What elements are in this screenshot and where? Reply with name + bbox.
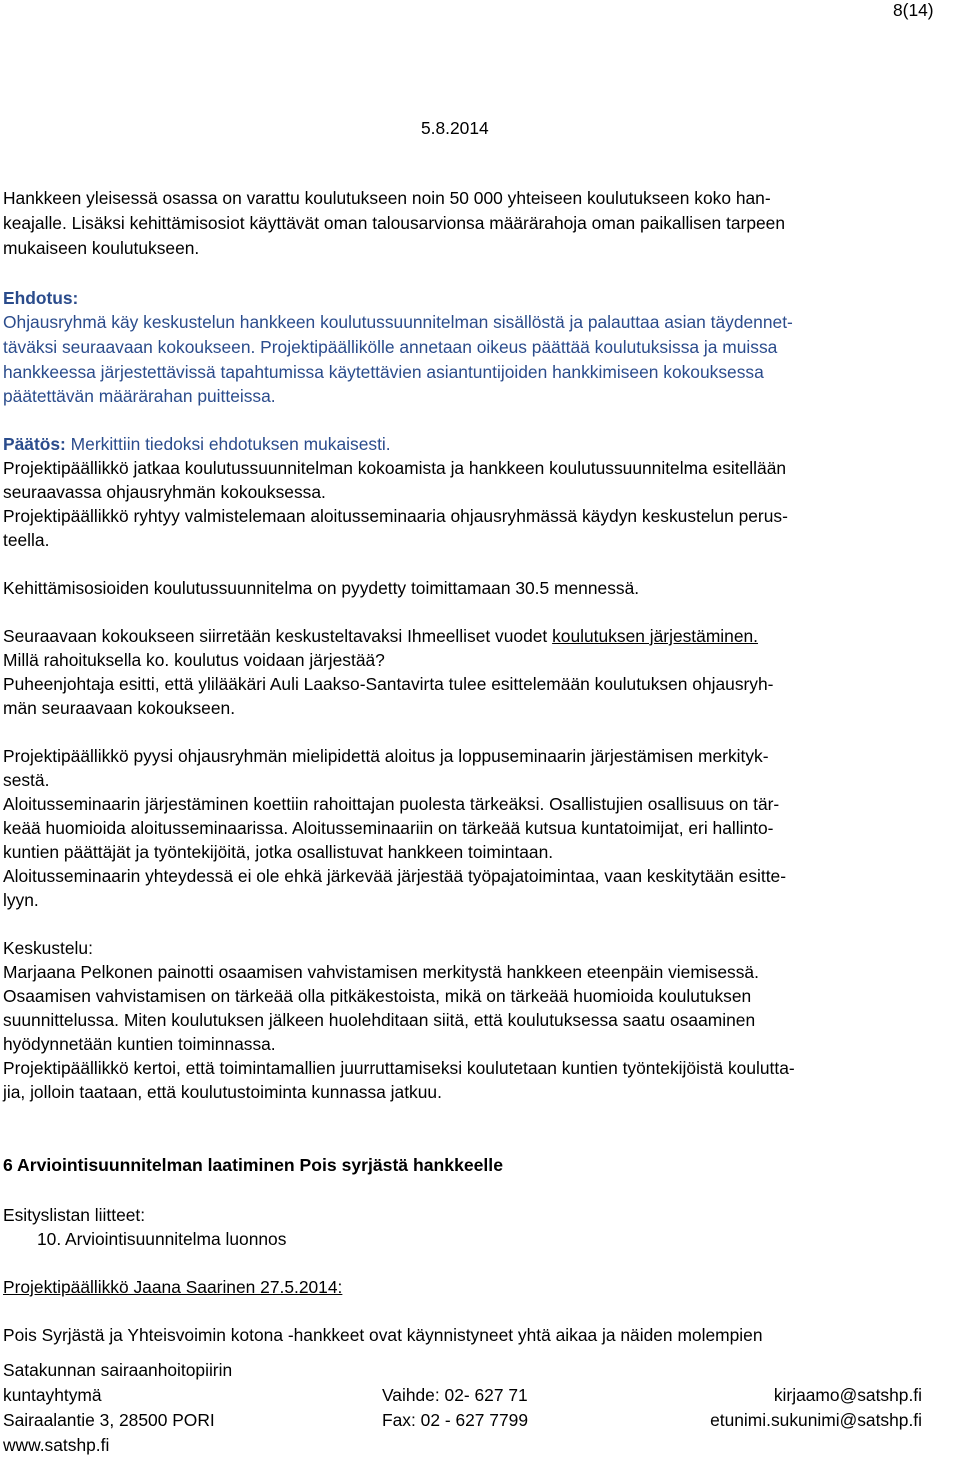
intro-line-1: Hankkeen yleisessä osassa on varattu koulutukseen noin 50 000 yhteiseen koulutukseen koko han- [3,188,771,208]
discussion-line-1: Marjaana Pelkonen painotti osaamisen vahvistamisen merkitystä hankkeen eteenpäin viemisessä. [3,962,759,982]
body-line-p2: sestä. [3,770,50,790]
footer-email-registry[interactable]: kirjaamo@satshp.fi [773,1385,922,1405]
body-last-line: Pois Syrjästä ja Yhteisvoimin kotona -hankkeet ovat käynnistyneet yhtä aikaa ja näiden molempien [3,1325,763,1345]
body-line-p4: keää huomioida aloitusseminaarissa. Aloitusseminaariin on tärkeää kutsua kuntatoimijat, eri hallinto- [3,818,774,838]
footer-website[interactable]: www.satshp.fi [3,1435,110,1455]
body-line-s3: Puheenjohtaja esitti, että ylilääkäri Auli Laakso-Santavirta tulee esittelemään koulutuksen ohjausryh- [3,674,774,694]
decision-label: Päätös: [3,434,66,454]
body-line-d2: seuraavassa ohjausryhmän kokouksessa. [3,482,326,502]
body-line-p1: Projektipäällikkö pyysi ohjausryhmän mielipidettä aloitus ja loppuseminaarin järjestämisen merkityk- [3,746,769,766]
discussion-line-3: suunnittelussa. Miten koulutuksen jälkeen huolehditaan siitä, että koulutuksessa saatu osaaminen [3,1010,756,1030]
discussion-line-5: Projektipäällikkö kertoi, että toimintamallien juurruttamiseksi koulutetaan kuntien työntekijöistä koulutta- [3,1058,795,1078]
proposal-line-4: päätettävän määrärahan puitteissa. [3,386,276,406]
body-line-p3: Aloitusseminaarin järjestäminen koettiin rahoittajan puolesta tärkeäksi. Osallistujien osallisuus on tär- [3,794,780,814]
proposal-line-3: hankkeessa järjestettävissä tapahtumissa käytettävien asiantuntijoiden hankkimiseen kokouksessa [3,362,764,382]
discussion-line-4: hyödynnetään kuntien toiminnassa. [3,1034,276,1054]
proposal-label: Ehdotus: [3,288,79,308]
footer-org-name: Satakunnan sairaanhoitopiirin [3,1360,233,1380]
body-line-s2: Millä rahoituksella ko. koulutus voidaan järjestää? [3,650,385,670]
footer-org-type: kuntayhtymä [3,1385,102,1405]
discussion-line-2: Osaamisen vahvistamisen on tärkeää olla pitkäkestoista, mikä on tärkeää huomioida koulutuksen [3,986,752,1006]
author-line: Projektipäällikkö Jaana Saarinen 27.5.2014: [3,1277,343,1297]
discussion-label: Keskustelu: [3,938,93,958]
decision-line [3,434,391,455]
body-line-p6: Aloitusseminaarin yhteydessä ei ole ehkä järkevää järjestää työpajatoimintaa, vaan keskitytään esitte- [3,866,787,886]
body-line-p7: lyyn. [3,890,39,910]
body-line-s4: män seuraavaan kokoukseen. [3,698,236,718]
body-line-k1: Kehittämisosioiden koulutussuunnitelma on pyydetty toimittamaan 30.5 mennessä. [3,578,640,598]
section-heading: 6 Arviointisuunnitelman laatiminen Pois syrjästä hankkeelle [3,1155,503,1175]
footer-fax: Fax: 02 - 627 7799 [382,1410,528,1430]
body-line-d3: Projektipäällikkö ryhtyy valmistelemaan aloitusseminaaria ohjausryhmässä käydyn keskustelun perus- [3,506,788,526]
proposal-line-2: täväksi seuraavaan kokoukseen. Projektipäällikölle annetaan oikeus päättää koulutuksissa ja muissa [3,337,778,357]
intro-line-2: keajalle. Lisäksi kehittämisosiot käyttävät oman talousarvionsa määrärahoja oman paikallisen tarpeen [3,213,786,233]
discussion-line-6: jia, jolloin taataan, että koulutustoiminta kunnassa jatkuu. [3,1082,442,1102]
body-line-s1: Seuraavaan kokoukseen siirretään keskusteltavaksi Ihmeelliset vuodet koulutuksen järjestäminen. [3,626,759,646]
body-line-p5: kuntien päättäjät ja työntekijöitä, jotka osallistuvat hankkeen toimintaan. [3,842,554,862]
page-number: 8(14) [893,0,934,20]
body-line-d4: teella. [3,530,50,550]
document-date: 5.8.2014 [421,118,489,138]
proposal-line-1: Ohjausryhmä käy keskustelun hankkeen koulutussuunnitelman sisällöstä ja palauttaa asian täydennet- [3,312,793,332]
attachments-label: Esityslistan liitteet: [3,1205,146,1225]
footer-address: Sairaalantie 3, 28500 PORI [3,1410,215,1430]
footer-email-pattern: etunimi.sukunimi@satshp.fi [710,1410,922,1430]
intro-line-3: mukaiseen koulutukseen. [3,238,200,258]
footer-phone: Vaihde: 02- 627 71 [382,1385,528,1405]
attachment-item: 10. Arviointisuunnitelma luonnos [37,1229,287,1249]
decision-text: Merkittiin tiedoksi ehdotuksen mukaisesti. [70,434,391,454]
body-line-d1: Projektipäällikkö jatkaa koulutussuunnitelman kokoamista ja hankkeen koulutussuunnitelma esitellään [3,458,787,478]
